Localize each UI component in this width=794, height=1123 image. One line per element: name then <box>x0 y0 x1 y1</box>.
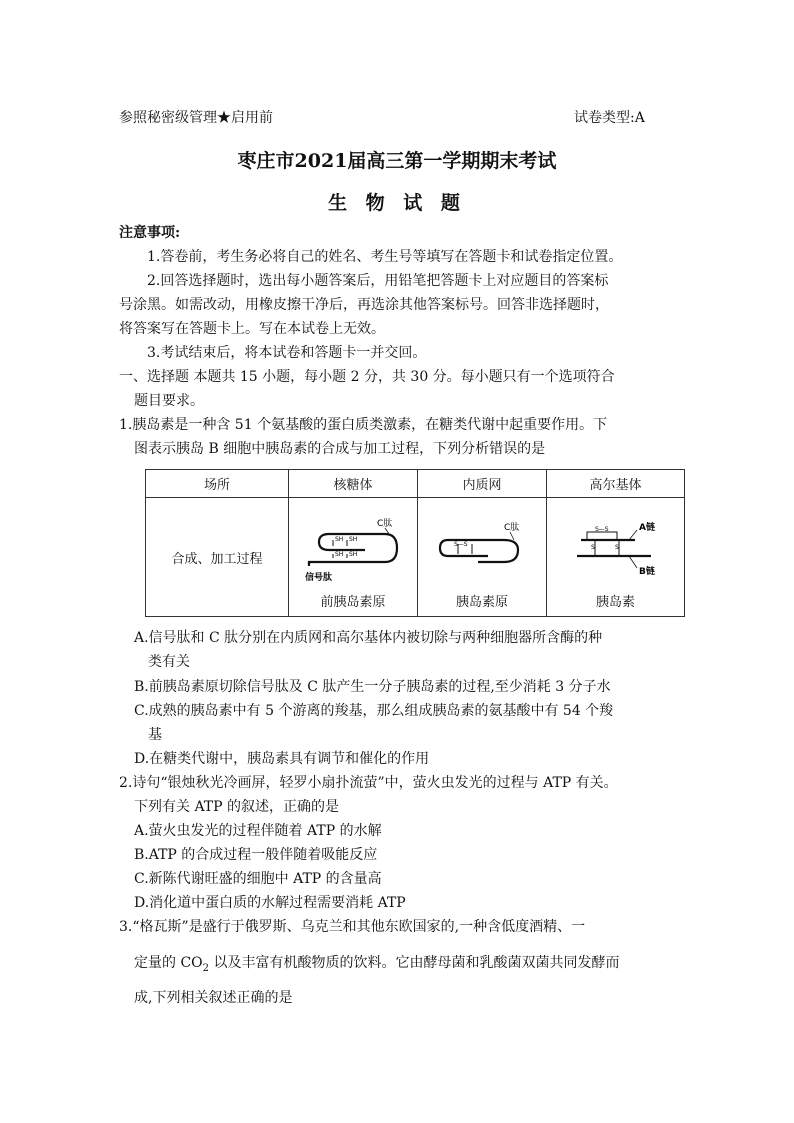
co2-subscript: 2 <box>202 962 210 974</box>
q1-stem-line-1: 1.胰岛素是一种含 51 个氨基酸的蛋白质类激素，在糖类代谢中起重要作用。下 <box>119 417 608 433</box>
q1-option-c-line-1: C.成熟的胰岛素中有 5 个游离的羧基，那么组成胰岛素的氨基酸中有 54 个羧 <box>134 703 614 719</box>
proinsulin-caption: 胰岛素原 <box>455 595 508 610</box>
table-header-ribosome: 核糖体 <box>289 470 418 498</box>
ribosome-cell <box>289 498 418 617</box>
golgi-s-label: S <box>615 544 619 551</box>
note-item-2-line-3: 将答案写在答题卡上。写在本试卷上无效。 <box>119 321 385 337</box>
q2-stem-line-1: 2.诗句“银烛秋光冷画屏，轻罗小扇扑流萤”中，萤火虫发光的过程与 ATP 有关。 <box>119 775 618 791</box>
table-row-label: 合成、加工过程 <box>146 498 289 617</box>
q2-option-a: A.萤火虫发光的过程伴随着 ATP 的水解 <box>134 823 382 839</box>
a-chain-label: A链 <box>639 523 655 533</box>
c-peptide-label: C肽 <box>504 523 520 533</box>
ribosome-sh-label: SH <box>349 536 358 543</box>
golgi-ss-label: S—S <box>595 526 609 533</box>
notes-heading: 注意事项: <box>119 225 181 241</box>
section-heading: 一、选择题 本题共 15 小题，每小题 2 分，共 30 分。每小题只有一个选项符合 <box>119 369 615 385</box>
note-item-3: 3.考试结束后，将本试卷和答题卡一并交回。 <box>147 345 427 361</box>
ribosome-sh-label: SH <box>349 551 358 558</box>
proinsulin-diagram <box>418 500 546 590</box>
q2-option-b: B.ATP 的合成过程一般伴随着吸能反应 <box>134 847 378 863</box>
q2-option-d: D.消化道中蛋白质的水解过程需要消耗 ATP <box>134 895 406 911</box>
table-header-er: 内质网 <box>418 470 547 498</box>
q3-line2-post: 以及丰富有机酸物质的饮料。它由酵母菌和乳酸菌双菌共同发酵而 <box>209 955 620 971</box>
note-item-2-line-2: 号涂黑。如需改动，用橡皮擦干净后，再选涂其他答案标号。回答非选择题时， <box>119 297 609 313</box>
c-peptide-label: C肽 <box>377 519 393 529</box>
section-heading-cont: 题目要求。 <box>134 393 204 409</box>
q3-stem-line-3: 成,下列相关叙述正确的是 <box>134 990 293 1006</box>
q3-stem-line-1: 3.“格瓦斯”是盛行于俄罗斯、乌克兰和其他东欧国家的,一种含低度酒精、一 <box>119 919 586 935</box>
exam-subject: 生 物 试 题 <box>328 192 466 214</box>
insulin-diagram <box>547 500 687 590</box>
q2-option-c: C.新陈代谢旺盛的细胞中 ATP 的含量高 <box>134 871 382 887</box>
note-item-2-line-1: 2.回答选择题时，选出每小题答案后，用铅笔把答题卡上对应题目的答案标 <box>147 273 609 289</box>
q1-option-b: B.前胰岛素原切除信号肽及 C 肽产生一分子胰岛素的过程,至少消耗 3 分子水 <box>134 679 611 695</box>
golgi-cell <box>547 498 685 617</box>
q3-line2-pre: 定量的 CO <box>134 955 203 971</box>
paper-type-label: 试卷类型:A <box>574 110 645 126</box>
insulin-caption: 胰岛素 <box>595 595 635 610</box>
er-ss-label: S—S <box>454 541 468 548</box>
q3-stem-line-2 <box>134 951 619 981</box>
confidential-label: 参照秘密级管理★启用前 <box>119 110 273 126</box>
exam-title: 枣庄市2021届高三第一学期期末考试 <box>237 150 557 172</box>
q1-option-a-line-1: A.信号肽和 C 肽分别在内质网和高尔基体内被切除与两种细胞器所含酶的种 <box>134 630 603 646</box>
q1-option-c-line-2: 基 <box>148 727 162 743</box>
signal-peptide-label: 信号肽 <box>305 573 333 583</box>
table-header-golgi: 高尔基体 <box>547 470 685 498</box>
ribosome-sh-label: SH <box>335 551 344 558</box>
preproinsulin-diagram <box>289 500 417 590</box>
ribosome-sh-label: SH <box>335 536 344 543</box>
b-chain-label: B链 <box>639 567 655 577</box>
preproinsulin-caption: 前胰岛素原 <box>320 595 386 610</box>
q1-option-a-line-2: 类有关 <box>148 654 190 670</box>
table-header-site: 场所 <box>146 470 289 498</box>
golgi-s-label: S <box>591 544 595 551</box>
q1-process-table <box>145 469 685 617</box>
note-item-1: 1.答卷前，考生务必将自己的姓名、考生号等填写在答题卡和试卷指定位置。 <box>147 249 623 265</box>
q1-stem-line-2: 图表示胰岛 B 细胞中胰岛素的合成与加工过程，下列分析错误的是 <box>134 441 546 457</box>
q2-stem-line-2: 下列有关 ATP 的叙述，正确的是 <box>134 799 340 815</box>
er-cell <box>418 498 547 617</box>
q1-option-d: D.在糖类代谢中，胰岛素具有调节和催化的作用 <box>134 751 430 767</box>
